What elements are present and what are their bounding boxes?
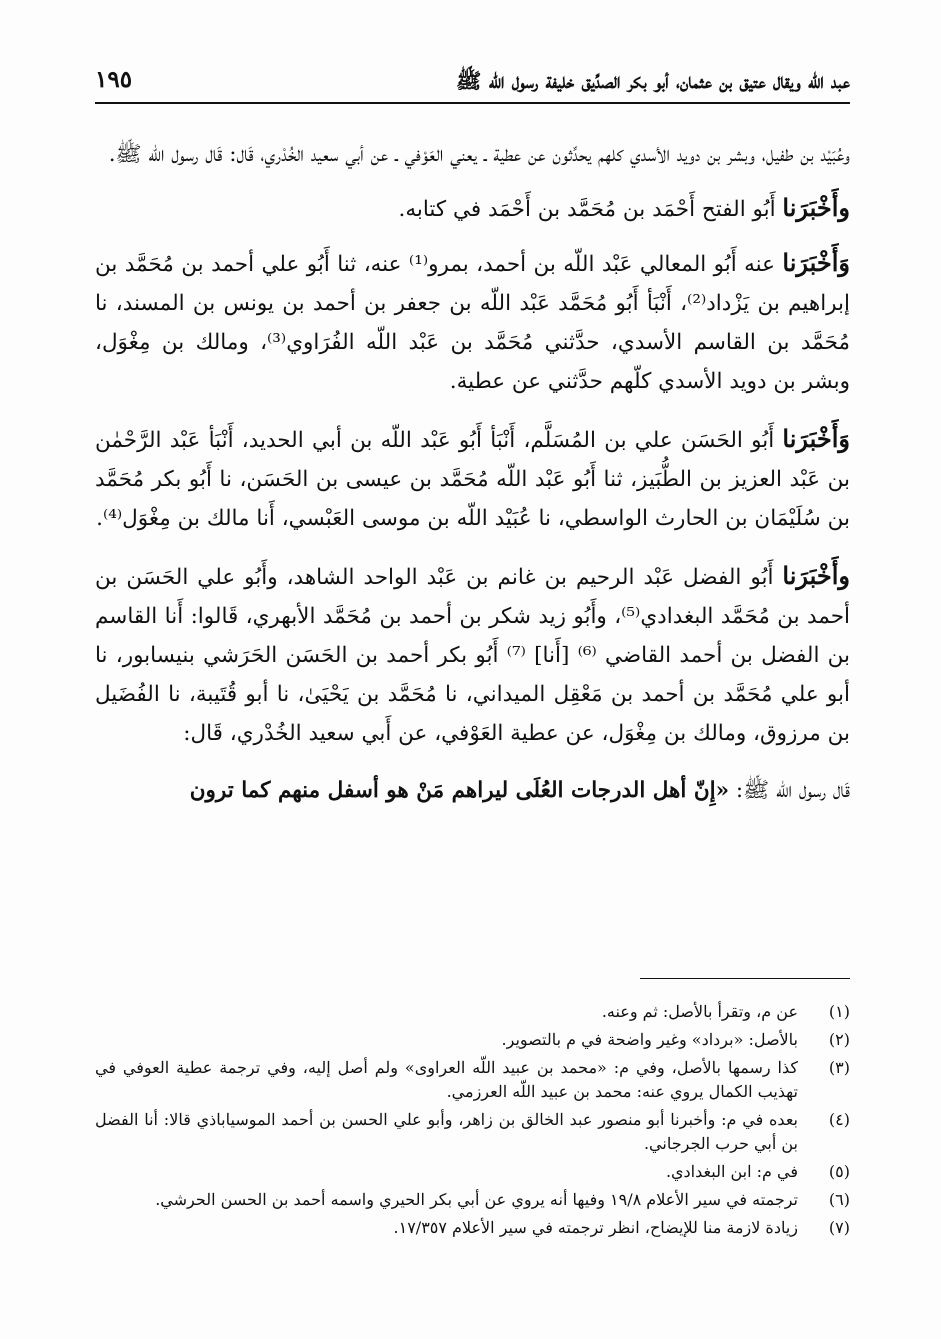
paragraph-2-lead: وأَخْبَرَنا [782, 193, 850, 222]
footnote-number: (٢) [828, 1030, 850, 1049]
paragraph-3 [95, 243, 850, 401]
running-header [95, 60, 850, 104]
paragraph-3-text: عنه أَبُو المعالي عَبْد اللّه بن أحمد، بمرو⁽¹⁾ عنه، ثنا أَبُو علي أحمد بن مُحَمَّد بن إبراهيم بن يَزْداد⁽²⁾، أَنْبَأ أَبُو مُحَمَّد عَبْد اللّه بن جعفر بن أحمد بن يونس بن المسند، نا مُحَمَّد بن القاسم الأسدي، حدَّثني مُحَمَّد بن عَبْد اللّه الفُرَاوي⁽³⁾، ومالك بن مِغْوَل، وبشر بن دويد الأسدي كلّهم حدَّثني عن عطية. [95, 252, 850, 394]
footnote-text: كذا رسمها بالأصل، وفي م: «محمد بن عبيد اللّه العراوى» ولم أصل إليه، وفي ترجمة عطية العوفي في تهذيب الكمال يروي عنه: محمد بن عبيد اللّه العرزمي. [95, 1058, 798, 1101]
footnote-3 [95, 1056, 850, 1104]
footnote-6 [95, 1188, 850, 1212]
running-title: عبد الله ويقال عتيق بن عثمان، أبو بكر الصدِّيق خليفة رسول الله ﷺ [456, 68, 850, 93]
paragraph-5-text: أَبُو الفضل عَبْد الرحيم بن غانم بن عَبْد الواحد الشاهد، وأَبُو علي الحَسَن بن أحمد بن مُحَمَّد البغدادي⁽⁵⁾، وأَبُو زيد شكر بن أحمد بن مُحَمَّد الأبهري، قَالوا: أَنا القاسم بن الفضل بن أحمد القاضي ⁽⁶⁾ [أَنا] ⁽⁷⁾ أَبُو بكر أحمد بن الحَسَن الحَرَشي بنيسابور، نا أبو علي مُحَمَّد بن أحمد بن مَعْقِل الميداني، نا مُحَمَّد بن يَحْيَىٰ، نا أبو قُتَيبة، نا الفُضَيل بن مرزوق، ومالك بن مِغْوَل، عن عطية العَوْفي، عن أَبي سعيد الخُدْري، قَال: [95, 565, 851, 746]
paragraph-5-lead: وأَخْبَرَنا [782, 561, 850, 590]
footnote-text: عن م، وتقرأ بالأصل: ثم وعنه. [601, 1002, 798, 1021]
footnote-number: (٤) [828, 1110, 850, 1129]
footnote-number: (٧) [828, 1218, 850, 1237]
footnote-number: (١) [828, 1002, 850, 1021]
page-number: ١٩٥ [95, 66, 133, 93]
footnote-text: بالأصل: «برداد» وغير واضحة في م بالتصوير. [501, 1030, 798, 1049]
footnote-2 [95, 1028, 850, 1052]
footnote-number: (٥) [828, 1162, 850, 1181]
footnote-text: زيادة لازمة منا للإيضاح، انظر ترجمته في سير الأعلام ١٧/٣٥٧. [393, 1218, 798, 1237]
footnote-4 [95, 1108, 850, 1156]
paragraph-4-lead: وَأَخْبَرَنا [782, 424, 850, 453]
hadith-prefix: قَال رسول الله ﷺ: [729, 778, 850, 803]
paragraph-2-text: أَبُو الفتح أَحْمَد بن مُحَمَّد بن أَحْمَد في كتابه. [398, 197, 783, 222]
paragraph-4 [95, 419, 850, 538]
paragraph-1-text: وعُبَيْد بن طفيل، وبشر بن دويد الأسدي كلهم يحدِّثون عن عطية ـ يعني العَوْفي ـ عن أبي سعيد الخُدْري، قَال: قَال رسول الله ﷺ. [108, 142, 850, 167]
paragraph-5 [95, 556, 850, 753]
paragraph-1 [95, 135, 850, 174]
paragraph-4-text: أَبُو الحَسَن علي بن المُسَلَّم، أَنْبَأ أَبُو عَبْد اللّه بن أبي الحديد، أَنْبَأ عَبْد الرَّحْمٰن بن عَبْد العزيز بن الطُّبَيز، ثنا أَبُو عَبْد اللّه مُحَمَّد بن عيسى بن الحَسَن، نا أَبُو بكر مُحَمَّد بن سُلَيْمَان بن الحارث الواسطي، نا عُبَيْد اللّه بن موسى العَبْسي، أَنا مالك بن مِغْوَل⁽⁴⁾. [95, 428, 850, 531]
main-text [95, 135, 850, 828]
footnote-1 [95, 1000, 850, 1024]
paragraph-2 [95, 188, 850, 229]
paragraph-3-lead: وَأَخْبَرَنا [782, 248, 850, 277]
footnote-number: (٣) [828, 1058, 850, 1077]
footnote-text: في م: ابن البغدادي. [665, 1162, 798, 1181]
footnote-7 [95, 1216, 850, 1240]
footnote-text: بعده في م: وأخبرنا أبو منصور عبد الخالق بن زاهر، وأبو علي الحسن بن أحمد الموسياباذي قالا: أنا الفضل بن أبي حرب الجرجاني. [95, 1110, 799, 1153]
footnotes-list [95, 1000, 850, 1244]
footnote-5 [95, 1160, 850, 1184]
hadith-line [95, 771, 850, 810]
footnote-text: ترجمته في سير الأعلام ١٩/٨ وفيها أنه يروي عن أبي بكر الحيري واسمه أحمد بن الحسن الحرشي. [155, 1190, 798, 1209]
footnote-number: (٦) [828, 1190, 850, 1209]
header-rule [95, 102, 850, 104]
hadith-text: «إِنّ أهل الدرجات العُلَى ليراهم مَنْ هو أسفل منهم كما ترون [189, 778, 730, 803]
footnote-separator [640, 978, 850, 979]
